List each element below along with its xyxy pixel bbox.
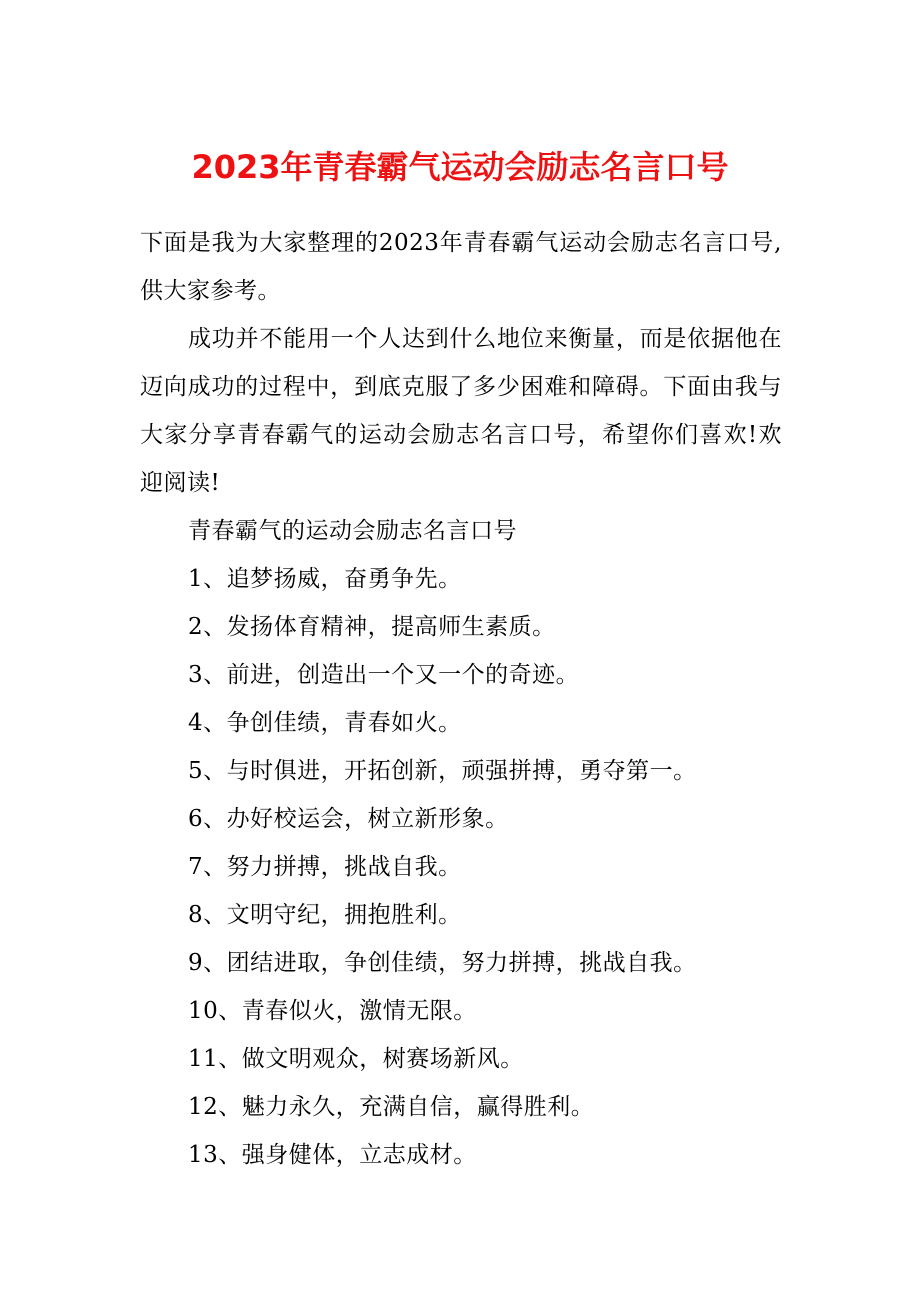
document-body — [140, 219, 782, 1179]
list-item: 2、发扬体育精神，提高师生素质。 — [188, 614, 556, 640]
list-item: 11、做文明观众，树赛场新风。 — [188, 1046, 524, 1072]
list-item: 5、与时俱进，开拓创新，顽强拼搏，勇夺第一。 — [188, 758, 697, 784]
slogan-list — [140, 555, 782, 1179]
list-item: 7、努力拼搏，挑战自我。 — [188, 854, 462, 880]
section-subheading: 青春霸气的运动会励志名言口号 — [188, 518, 517, 544]
list-item: 8、文明守纪，拥抱胜利。 — [188, 902, 462, 928]
document-title: 2023年青春霸气运动会励志名言口号 — [191, 148, 729, 186]
list-item: 12、魅力永久，充满自信，赢得胜利。 — [188, 1094, 595, 1120]
list-item: 9、团结进取，争创佳绩，努力拼搏，挑战自我。 — [188, 950, 697, 976]
list-item: 4、争创佳绩，青春如火。 — [188, 710, 462, 736]
intro-paragraph: 下面是我为大家整理的2023年青春霸气运动会励志名言口号,供大家参考。 — [140, 230, 782, 304]
list-item: 10、青春似火，激情无限。 — [188, 998, 477, 1024]
list-item: 3、前进，创造出一个又一个的奇迹。 — [188, 662, 580, 688]
list-item: 6、办好校运会，树立新形象。 — [188, 806, 509, 832]
list-item: 1、追梦扬威，奋勇争先。 — [188, 566, 462, 592]
main-paragraph: 成功并不能用一个人达到什么地位来衡量，而是依据他在迈向成功的过程中，到底克服了多少困难和障碍。下面由我与大家分享青春霸气的运动会励志名言口号，希望你们喜欢!欢迎阅读! — [140, 326, 782, 496]
list-item: 13、强身健体，立志成材。 — [188, 1142, 477, 1168]
